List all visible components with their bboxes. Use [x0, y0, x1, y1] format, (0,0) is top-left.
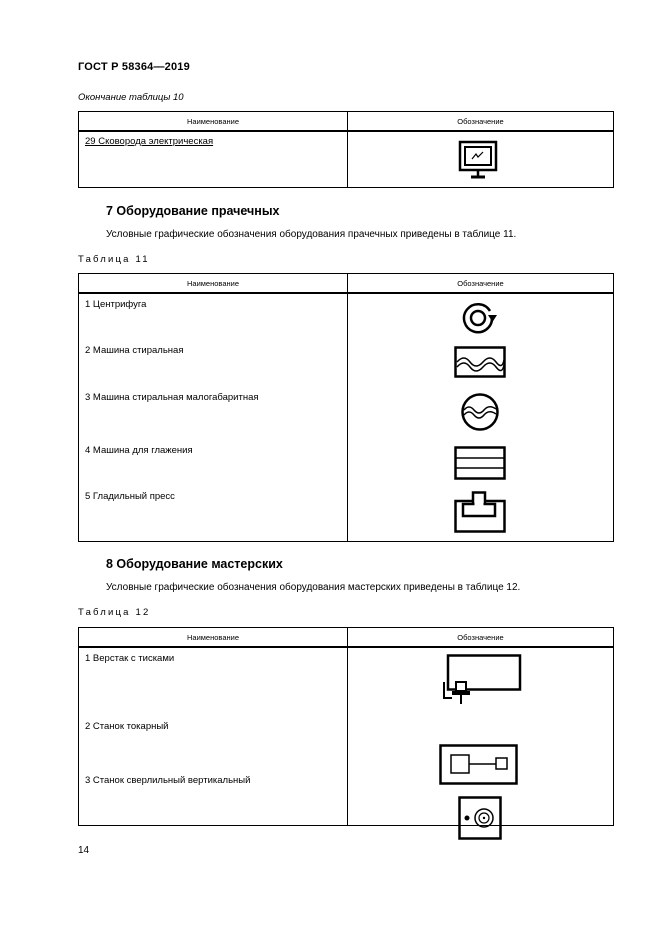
row-name: 2 Станок токарный: [85, 721, 169, 732]
column-header-symbol: Обозначение: [348, 274, 614, 294]
table-body: [79, 647, 614, 825]
washing-machine-symbol: [454, 346, 506, 378]
table-body: [79, 293, 614, 541]
row-name: 3 Станок сверлильный вертикальный: [85, 775, 251, 786]
compact-washing-machine-symbol: [460, 392, 500, 432]
workbench-with-vise-symbol: [442, 654, 522, 706]
row-name: 5 Гладильный пресс: [85, 491, 175, 502]
row-name: 2 Машина стиральная: [85, 345, 184, 356]
section-7-text: Условные графические обозначения оборудования прачечных приведены в таблице 11.: [106, 229, 517, 240]
ironing-press-symbol: [454, 491, 506, 533]
row-name: 1 Верстак с тисками: [85, 653, 175, 664]
centrifuge-symbol: [462, 302, 498, 334]
table-11: [78, 273, 614, 542]
row-name: 29 Сковорода электрическая: [85, 136, 214, 147]
section-8-title: 8 Оборудование мастерских: [106, 557, 283, 571]
column-header-name: Наименование: [79, 628, 348, 648]
column-header-symbol: Обозначение: [348, 628, 614, 648]
column-header-name: Наименование: [79, 274, 348, 294]
row-name: 3 Машина стиральная малогабаритная: [85, 392, 259, 403]
column-header-name: Наименование: [79, 112, 348, 132]
row-name: 1 Центрифуга: [85, 299, 147, 310]
table-10: [78, 111, 614, 188]
table-12: [78, 627, 614, 826]
table-row: [79, 131, 614, 187]
lathe-symbol: [439, 744, 519, 786]
electric-frying-pan-symbol: [458, 140, 498, 182]
standard-header: ГОСТ Р 58364—2019: [78, 61, 190, 73]
row-name: 4 Машина для глажения: [85, 445, 193, 456]
page-number: 14: [78, 845, 90, 856]
section-8-text: Условные графические обозначения оборудования мастерских приведены в таблице 12.: [106, 582, 521, 593]
vertical-drilling-machine-symbol: [458, 796, 502, 840]
section-7-title: 7 Оборудование прачечных: [106, 204, 280, 218]
ironing-machine-symbol: [454, 446, 506, 480]
table-12-caption: Таблица 12: [78, 607, 151, 618]
table-continuation-label: Окончание таблицы 10: [78, 92, 184, 103]
column-header-symbol: Обозначение: [348, 112, 614, 132]
table-11-caption: Таблица 11: [78, 254, 150, 265]
